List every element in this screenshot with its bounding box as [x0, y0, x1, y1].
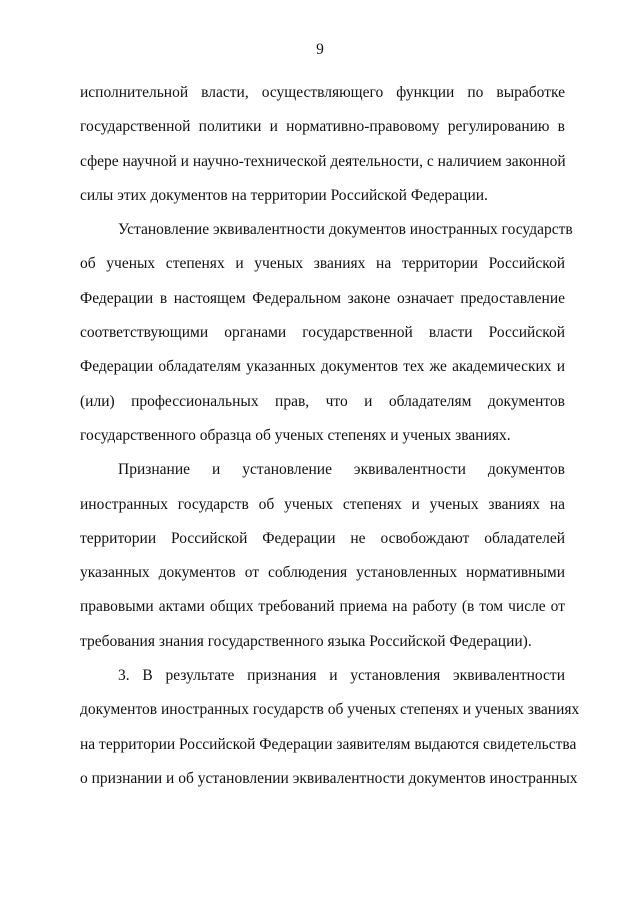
text-line: государственной политики и нормативно-правовому регулированию в	[80, 118, 565, 136]
document-body	[80, 76, 580, 796]
text-line: на территории Российской Федерации заявителям выдаются свидетельства	[80, 735, 577, 753]
text-line: Федерации в настоящем Федеральном законе означает предоставление	[80, 289, 565, 307]
text-line: исполнительной власти, осуществляющего функции по выработке	[80, 84, 565, 101]
text-line: Федерации обладателям указанных документов тех же академических и	[80, 358, 565, 376]
text-line: Установление эквивалентности документов иностранных государств	[118, 221, 573, 239]
text-line: 3. В результате признания и установления эквивалентности	[118, 667, 565, 685]
text-line: требования знания государственного языка Российской Федерации).	[80, 632, 532, 650]
text-line: документов иностранных государств об ученых степенях и ученых званиях	[80, 701, 580, 719]
text-line: правовыми актами общих требований приема на работу (в том числе от	[80, 598, 565, 616]
text-line: Признание и установление эквивалентности документов	[118, 461, 565, 479]
text-line: территории Российской Федерации не освобождают обладателей	[80, 529, 565, 547]
text-line: соответствующими органами государственной власти Российской	[80, 324, 565, 342]
paragraph	[80, 213, 573, 453]
text-line: об ученых степенях и ученых званиях на территории Российской	[80, 255, 565, 273]
text-line: сфере научной и научно-технической деятельности, с наличием законной	[80, 152, 566, 170]
text-line: силы этих документов на территории Российской Федерации.	[80, 186, 488, 204]
paragraph	[80, 659, 580, 796]
text-line: иностранных государств об ученых степенях и ученых званиях на	[80, 495, 565, 513]
text-line: о признании и об установлении эквивалентности документов иностранных	[80, 769, 578, 787]
paragraph	[80, 453, 565, 659]
paragraph	[80, 76, 565, 213]
text-line: государственного образца об ученых степенях и ученых званиях.	[80, 426, 511, 444]
text-line: (или) профессиональных прав, что и обладателям документов	[80, 392, 565, 410]
text-line: указанных документов от соблюдения установленных нормативными	[80, 564, 565, 582]
page-number: 9	[316, 41, 324, 58]
